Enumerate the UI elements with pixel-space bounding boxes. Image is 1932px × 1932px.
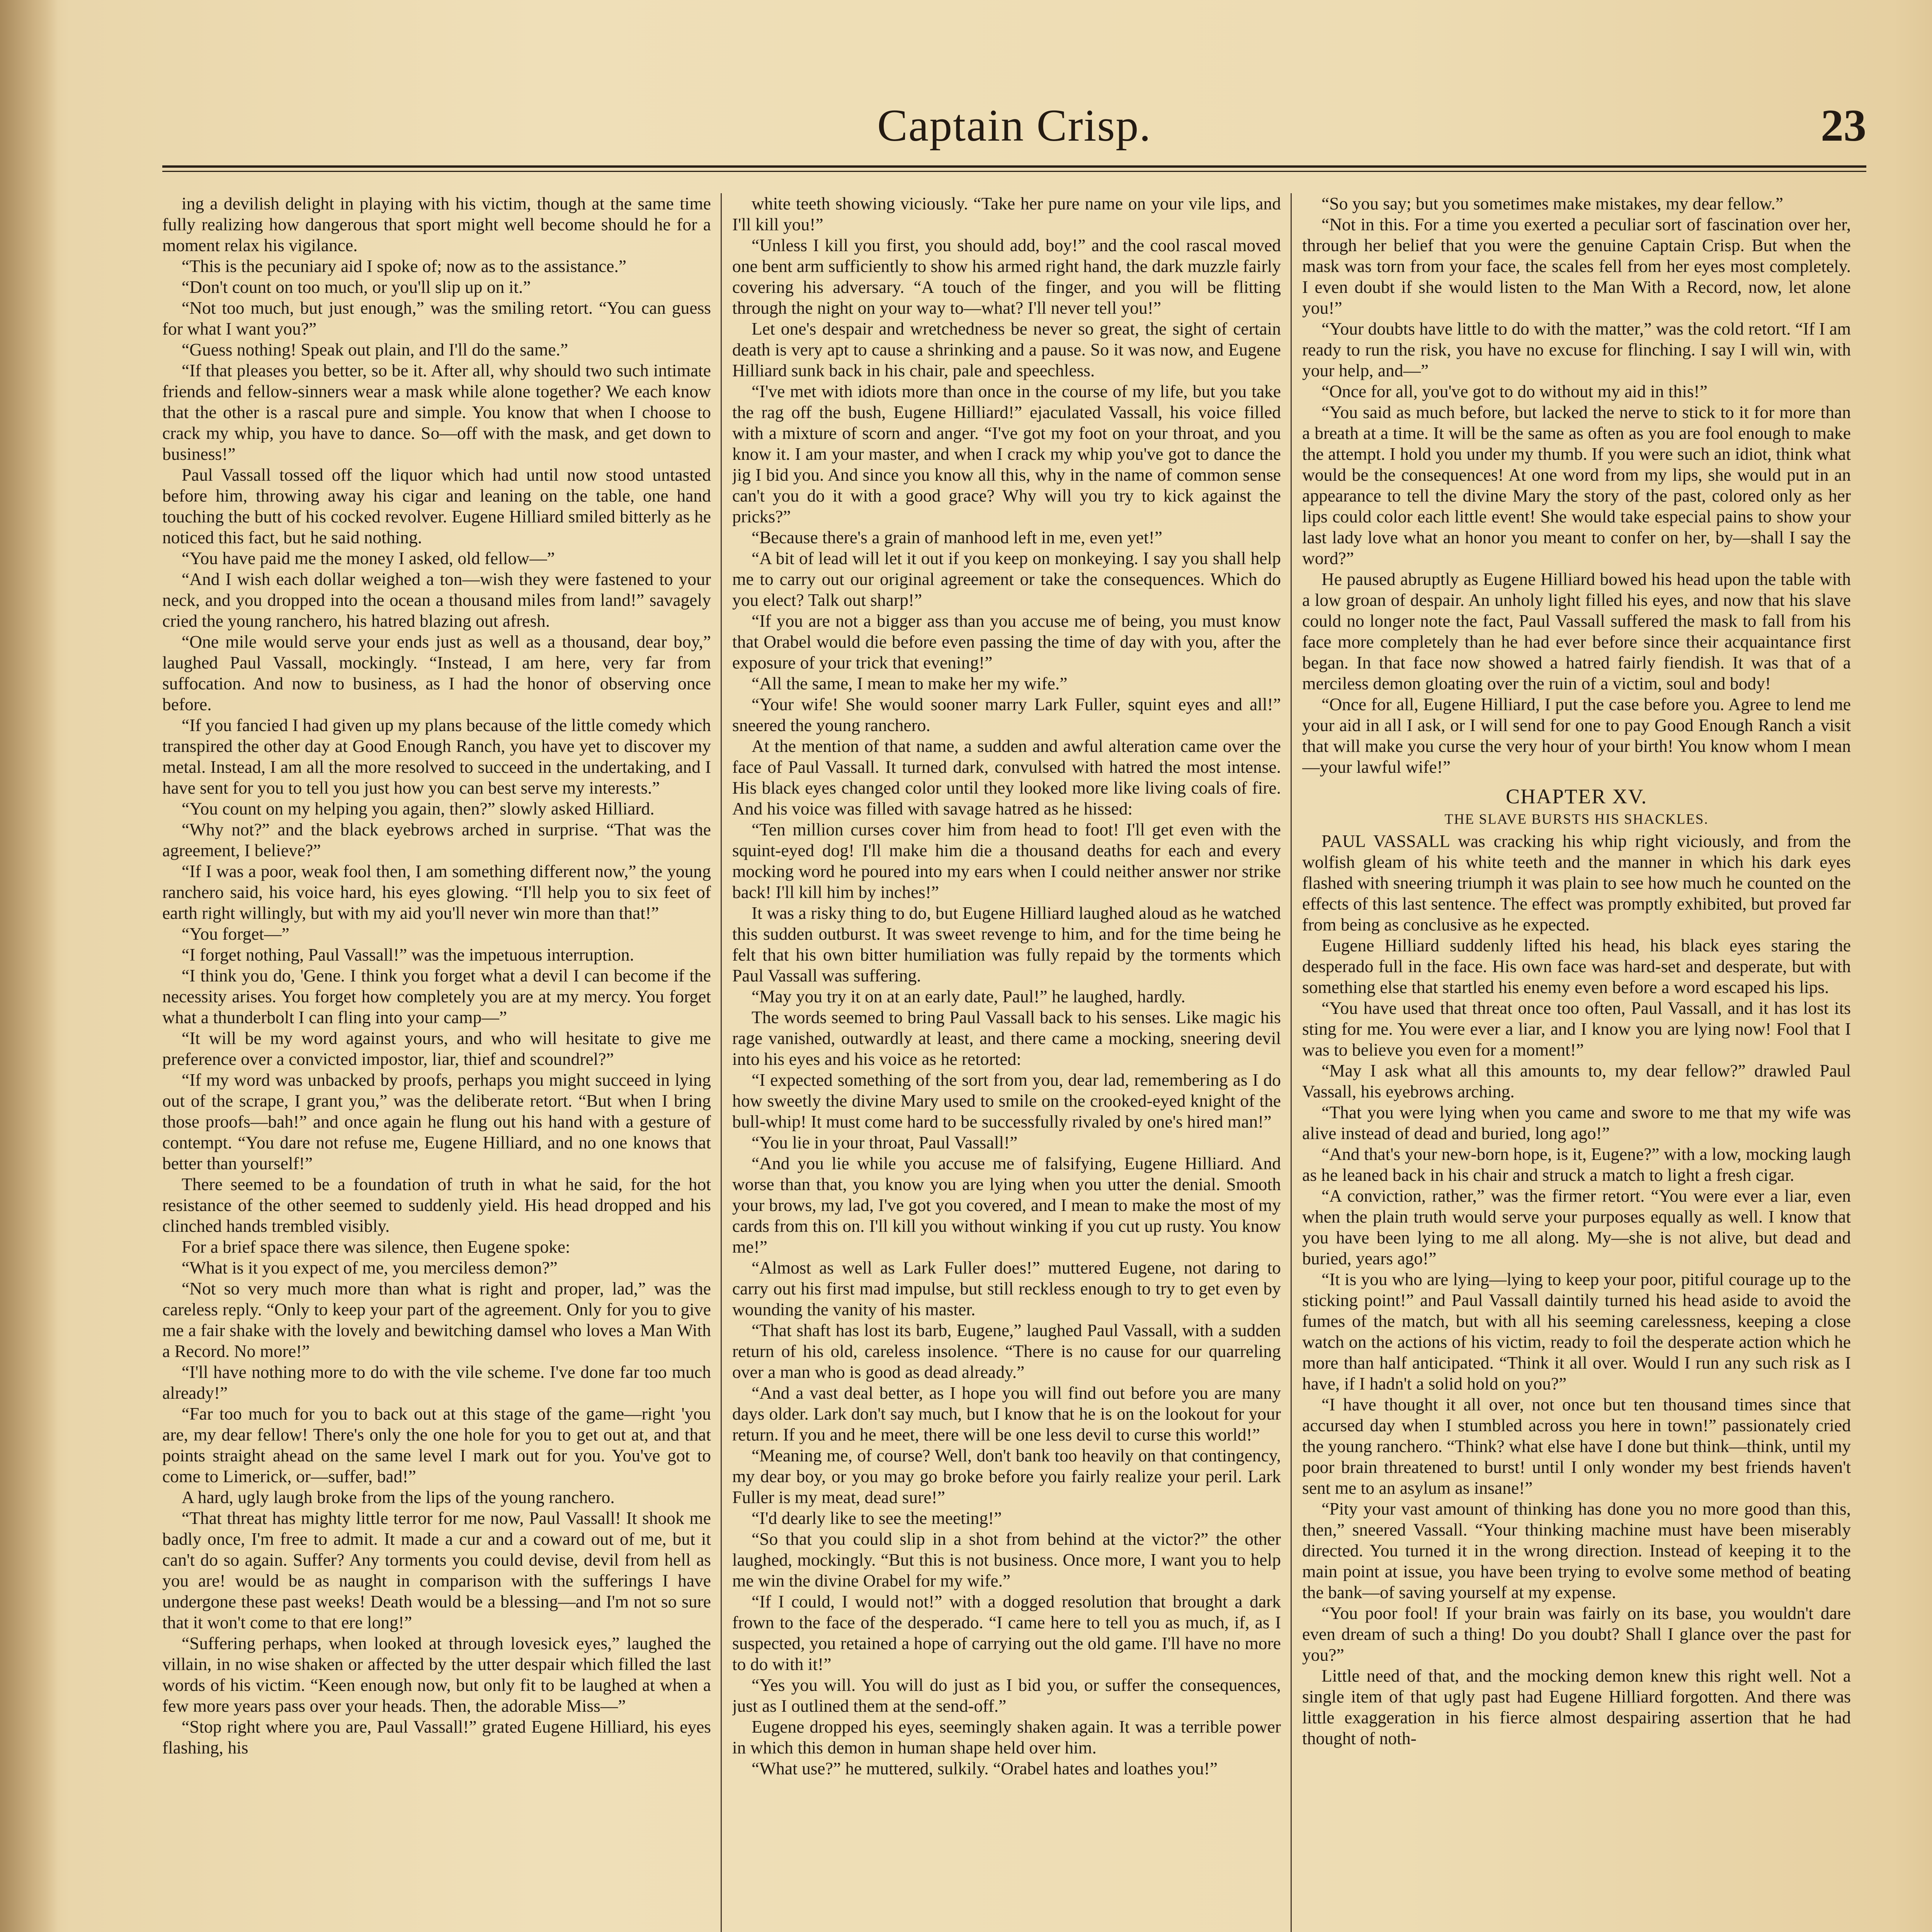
header-rule xyxy=(162,165,1866,172)
column-3-text-after-chapter xyxy=(1302,831,1851,1749)
column-3-text-before-chapter xyxy=(1302,193,1851,777)
paragraph: “If you are not a bigger ass than you accuse me of being, you must know that Orabel would die before even passing the time of day with you, after the exposure of your trick that evening!” xyxy=(732,611,1281,672)
paragraph: “May you try it on at an early date, Paul!” he laughed, hardly. xyxy=(752,986,1185,1006)
paragraph: “I expected something of the sort from you, dear lad, remembering as I do how sweetly the divine Mary used to smile on the crooked-eyed knight of the bull-whip! It must come hard to be successfully rivaled by one's hired man!” xyxy=(732,1070,1281,1131)
paragraph: “Because there's a grain of manhood left in me, even yet!” xyxy=(752,527,1163,547)
paragraph: “If I was a poor, weak fool then, I am something different now,” the young ranchero said, his voice hard, his eyes glowing. “I'll help you to six feet of earth right willingly, but with my aid you'll never win more than that!” xyxy=(162,861,711,923)
paragraph: “Far too much for you to back out at this stage of the game—right 'you are, my dear fellow! There's only the one hole for you to get out at, and that points straight ahead on the same level I mark out for you. You've got to come to Limerick, or—suffer, bad!” xyxy=(162,1404,711,1486)
paragraph: “So that you could slip in a shot from behind at the victor?” the other laughed, mockingly. “But this is not business. Once more, I want you to help me win the divine Orabel for my wife.” xyxy=(732,1529,1281,1590)
paragraph: “You said as much before, but lacked the nerve to stick to it for more than a breath at a time. It will be the same as often as you are fool enough to make the attempt. I hold you under my thumb. If you were such an idiot, think what would be the consequences! At one word from my lips, she would put in an appearance to tell the divine Mary the story of the past, colored only as her lips could color each little event! She would take especial pains to show your last lady love what an honor you meant to confer on her, by—shall I say the word?” xyxy=(1302,402,1851,568)
paragraph: “I'd dearly like to see the meeting!” xyxy=(752,1508,1002,1528)
paragraph: “It is you who are lying—lying to keep your poor, pitiful courage up to the sticking point!” and Paul Vassall daintily turned his head aside to avoid the fumes of the match, but with all his seeming carelessness, keeping a close watch on the actions of his victim, ready to foil the desperate action which he more than half anticipated. “Think it all over. Would I run any such risk as I have, if I hadn't a solid hold on you?” xyxy=(1302,1269,1851,1393)
paragraph: “That threat has mighty little terror for me now, Paul Vassall! It shook me badly once, I'm free to admit. It made a cur and a coward out of me, but it can't do so again. Suffer? Any torments you could devise, devil from hell as you are! would be as naught in comparison with the sufferings I have undergone these past weeks! Death would be a blessing—and I'm not so sure that it won't come to that ere long!” xyxy=(162,1508,711,1632)
paragraph: “Not so very much more than what is right and proper, lad,” was the careless reply. “Only to keep your part of the agreement. Only for you to give me a fair shake with the lovely and bewitching damsel who loves a Man With a Record. No more!” xyxy=(162,1279,711,1361)
page-header xyxy=(162,97,1866,162)
paragraph: “Not in this. For a time you exerted a peculiar sort of fascination over her, through her belief that you were the genuine Captain Crisp. But when the mask was torn from your face, the scales fell from her eyes most completely. I even doubt if she would listen to the Man With a Record, now, let alone you!” xyxy=(1302,214,1851,318)
paragraph: “I'll have nothing more to do with the vile scheme. I've done far too much already!” xyxy=(162,1362,711,1403)
paragraph: The words seemed to bring Paul Vassall back to his senses. Like magic his rage vanished, outwardly at least, and there came a mocking, sneering devil into his eyes and his voice as he retorted: xyxy=(732,1007,1281,1069)
paragraph: A hard, ugly laugh broke from the lips of the young ranchero. xyxy=(182,1487,615,1507)
paragraph: It was a risky thing to do, but Eugene Hilliard laughed aloud as he watched this sudden outburst. It was sweet revenge to him, and for the time being he felt that his own bitter humiliation was fully repaid by the torments which Paul Vassall was suffering. xyxy=(732,903,1281,985)
paragraph: “You have paid me the money I asked, old fellow—” xyxy=(182,548,555,568)
paragraph: Eugene Hilliard suddenly lifted his head, his black eyes staring the desperado full in the face. His own face was hard-set and desperate, but with something else that startled his enemy even before a word escaped his lips. xyxy=(1302,935,1851,997)
running-title: Captain Crisp. xyxy=(877,100,1151,151)
paragraph: “I forget nothing, Paul Vassall!” was the impetuous interruption. xyxy=(182,945,634,964)
paragraph: “Your doubts have little to do with the matter,” was the cold retort. “If I am ready to run the risk, you have no excuse for flinching. I say I will win, with your help, and—” xyxy=(1302,319,1851,380)
paragraph: “What is it you expect of me, you merciless demon?” xyxy=(182,1258,558,1277)
paragraph: “Guess nothing! Speak out plain, and I'll do the same.” xyxy=(182,340,568,359)
text-column-2 xyxy=(732,193,1281,1932)
paragraph: “And I wish each dollar weighed a ton—wish they were fastened to your neck, and you dropped into the ocean a thousand miles from land!” savagely cried the young ranchero, his hatred blazing out afresh. xyxy=(162,569,711,631)
paragraph: PAUL VASSALL was cracking his whip right viciously, and from the wolfish gleam of his white teeth and the manner in which his dark eyes flashed with sneering triumph it was plain to see how much he counted on the effects of this last sentence. The effect was promptly exhibited, but proved far from being as conclusive as he expected. xyxy=(1302,831,1851,934)
paragraph: “You lie in your throat, Paul Vassall!” xyxy=(752,1133,1018,1152)
paragraph: “Once for all, you've got to do without my aid in this!” xyxy=(1321,381,1708,401)
paragraph: There seemed to be a foundation of truth in what he said, for the hot resistance of the other seemed to suddenly yield. His head dropped and his clinched hands trembled visibly. xyxy=(162,1174,711,1236)
paragraph: “If my word was unbacked by proofs, perhaps you might succeed in lying out of the scrape, I grant you,” was the deliberate retort. “But when I bring those proofs—bah!” and once again he flung out his hand with a gesture of contempt. “You dare not refuse me, Eugene Hilliard, and no one knows that better than yourself!” xyxy=(162,1070,711,1173)
paragraph: For a brief space there was silence, then Eugene spoke: xyxy=(182,1237,570,1257)
paragraph: “You forget—” xyxy=(182,924,289,944)
paragraph: Paul Vassall tossed off the liquor which had until now stood untasted before him, throwing away his cigar and leaning on the table, one hand touching the butt of his cocked revolver. Eugene Hilliard smiled bitterly as he noticed this fact, but he said nothing. xyxy=(162,465,711,547)
paragraph: “Ten million curses cover him from head to foot! I'll get even with the squint-eyed dog! I'll make him die a thousand deaths for each and every mocking word he poured into my ears when I could neither answer nor strike back! I'll kill him by inches!” xyxy=(732,820,1281,902)
paragraph: “That you were lying when you came and swore to me that my wife was alive instead of dead and buried, long ago!” xyxy=(1302,1102,1851,1143)
paragraph: “What use?” he muttered, sulkily. “Orabel hates and loathes you!” xyxy=(752,1759,1218,1778)
paragraph: “Your wife! She would sooner marry Lark Fuller, squint eyes and all!” sneered the young ranchero. xyxy=(732,694,1281,735)
paragraph: “And you lie while you accuse me of falsifying, Eugene Hilliard. And worse than that, you know you are lying when you utter the denial. Smooth your brows, my lad, I've got you covered, and I mean to make the most of my cards from this on. I'll kill you without winking if you cut up rusty. You know me!” xyxy=(732,1153,1281,1257)
paragraph: “It will be my word against yours, and who will hesitate to give me preference over a convicted impostor, liar, thief and scoundrel?” xyxy=(162,1028,711,1069)
paragraph: “Meaning me, of course? Well, don't bank too heavily on that contingency, my dear boy, or you may go broke before you fairly realize your peril. Lark Fuller is my meat, dead sure!” xyxy=(732,1446,1281,1507)
paragraph: “So you say; but you sometimes make mistakes, my dear fellow.” xyxy=(1321,194,1783,213)
paragraph: At the mention of that name, a sudden and awful alteration came over the face of Paul Vassall. It turned dark, convulsed with hatred the most intense. His black eyes changed color until they looked more like living coals of fire. And his voice was filled with savage hatred as he hissed: xyxy=(732,736,1281,818)
chapter-heading: CHAPTER XV. xyxy=(1505,785,1648,808)
paragraph: white teeth showing viciously. “Take her pure name on your vile lips, and I'll kill you!” xyxy=(732,194,1281,234)
paragraph: Little need of that, and the mocking demon knew this right well. Not a single item of that ugly past had Eugene Hilliard forgotten. And there was little exaggeration in his fierce almost despairing assertion that he had thought of noth- xyxy=(1302,1666,1851,1748)
paragraph: “You count on my helping you again, then?” slowly asked Hilliard. xyxy=(182,799,655,818)
text-column-1 xyxy=(162,193,711,1932)
text-column-3 xyxy=(1302,193,1851,1932)
paragraph: “You poor fool! If your brain was fairly on its base, you wouldn't dare even dream of such a thing! Do you doubt? Shall I glance over the past for you?” xyxy=(1302,1603,1851,1665)
paragraph: He paused abruptly as Eugene Hilliard bowed his head upon the table with a low groan of despair. An unholy light filled his eyes, and now that his slave could no longer note the fact, Paul Vassall suffered the mask to fall from his face more completely than he had ever before since their acquaintance first began. In that face now showed a hatred fairly fiendish. It was that of a merciless demon gloating over the ruin of a victim, soul and body! xyxy=(1302,569,1851,693)
paragraph: “A bit of lead will let it out if you keep on monkeying. I say you shall help me to carry out our original agreement or take the consequences. Which do you elect? Talk out sharp!” xyxy=(732,548,1281,610)
paragraph: “This is the pecuniary aid I spoke of; now as to the assistance.” xyxy=(182,256,627,276)
paragraph: “I have thought it all over, not once but ten thousand times since that accursed day when I stumbled across you here in town!” passionately cried the young ranchero. “Think? what else have I done but think—think, until my poor brain threatened to burst! until I only wonder my best friends haven't sent me to an asylum as insane!” xyxy=(1302,1395,1851,1498)
paragraph: “If you fancied I had given up my plans because of the little comedy which transpired the other day at Good Enough Ranch, you have yet to discover my metal. Instead, I am all the more resolved to succeed in the undertaking, and I have sent for you to tell you just how you can best serve my interests.” xyxy=(162,715,711,798)
column-separator xyxy=(721,193,722,1932)
paragraph: “Unless I kill you first, you should add, boy!” and the cool rascal moved one bent arm sufficiently to show his armed right hand, the dark muzzle fairly covering his adversary. “A touch of the finger, and you will be flitting through the night on your way to—what? I'll never tell you!” xyxy=(732,235,1281,318)
paragraph: “If that pleases you better, so be it. After all, why should two such intimate friends and fellow-sinners wear a mask while alone together? We each know that the other is a rascal pure and simple. You know that when I choose to crack my whip, you have to dance. So—off with the mask, and get down to business!” xyxy=(162,361,711,464)
paragraph: “And a vast deal better, as I hope you will find out before you are many days older. Lark don't say much, but I know that he is on the lookout for your return. If you and he meet, there will be one less devil to curse this world!” xyxy=(732,1383,1281,1444)
paragraph: “All the same, I mean to make her my wife.” xyxy=(752,673,1068,693)
paragraph: “Not too much, but just enough,” was the smiling retort. “You can guess for what I want you?” xyxy=(162,298,711,338)
paragraph: “Suffering perhaps, when looked at through lovesick eyes,” laughed the villain, in no wise shaken or affected by the utter despair which filled the last words of his victim. “Keen enough now, but only fit to be laughed at when a few more years pass over your heads. Then, the adorable Miss—” xyxy=(162,1633,711,1716)
paragraph: Eugene dropped his eyes, seemingly shaken again. It was a terrible power in which this demon in human shape held over him. xyxy=(732,1717,1281,1757)
paragraph: “May I ask what all this amounts to, my dear fellow?” drawled Paul Vassall, his eyebrows arching. xyxy=(1302,1061,1851,1101)
paragraph: “If I could, I would not!” with a dogged resolution that brought a dark frown to the face of the desperado. “I came here to tell you as much, if, as I suspected, you retained a hope of carrying out the old game. I'll have no more to do with it!” xyxy=(732,1592,1281,1674)
paragraph: Let one's despair and wretchedness be never so great, the sight of certain death is very apt to cause a shrinking and a pause. So it was now, and Eugene Hilliard sunk back in his chair, pale and speechless. xyxy=(732,319,1281,380)
paragraph: “Why not?” and the black eyebrows arched in surprise. “That was the agreement, I believe?” xyxy=(162,820,711,860)
paragraph: “I think you do, 'Gene. I think you forget what a devil I can become if the necessity arises. You forget how completely you are at my mercy. You forget what a thunderbolt I can fling into your camp—” xyxy=(162,966,711,1027)
paragraph: “One mile would serve your ends just as well as a thousand, dear boy,” laughed Paul Vassall, mockingly. “Instead, I am here, very far from suffocation. And now to business, as I had the honor of observing once before. xyxy=(162,632,711,714)
page-number: 23 xyxy=(1821,100,1866,151)
binding-gutter xyxy=(0,0,58,1932)
paragraph: “Pity your vast amount of thinking has done you no more good than this, then,” sneered Vassall. “Your thinking machine must have been miserably directed. You turned it in the wrong direction. Instead of keeping it to the main point at issue, you have been trying to evolve some method of beating the bank—of saving yourself at my expense. xyxy=(1302,1499,1851,1602)
paragraph: “Almost as well as Lark Fuller does!” muttered Eugene, not daring to carry out his first mad impulse, but still reckless enough to try to get even by wounding the vanity of his master. xyxy=(732,1258,1281,1319)
paragraph: “Don't count on too much, or you'll slip up on it.” xyxy=(182,277,531,297)
paragraph: “And that's your new-born hope, is it, Eugene?” with a low, mocking laugh as he leaned back in his chair and struck a match to light a fresh cigar. xyxy=(1302,1144,1851,1185)
paragraph: “Stop right where you are, Paul Vassall!” grated Eugene Hilliard, his eyes flashing, his xyxy=(162,1717,711,1757)
paragraph: “A conviction, rather,” was the firmer retort. “You were ever a liar, even when the plain truth would serve your purposes equally as well. I know that you have been lying to me all along. My—she is not alive, but dead and buried, years ago!” xyxy=(1302,1186,1851,1268)
paragraph: ing a devilish delight in playing with his victim, though at the same time fully realizing how dangerous that sport might well become should he for a moment relax his vigilance. xyxy=(162,194,711,255)
paragraph: “That shaft has lost its barb, Eugene,” laughed Paul Vassall, with a sudden return of his old, careless insolence. “There is no cause for our quarreling over a man who is good as dead already.” xyxy=(732,1320,1281,1382)
paragraph: “I've met with idiots more than once in the course of my life, but you take the rag off the bush, Eugene Hilliard!” ejaculated Vassall, his voice filled with a mixture of scorn and anger. “I've got my foot on your throat, and you know it. I am your master, and when I crack my whip you've got to dance the jig I bid you. And since you know all this, why in the name of common sense can't you do it with a good grace? Why will you try to kick against the pricks?” xyxy=(732,381,1281,526)
paragraph: “You have used that threat once too often, Paul Vassall, and it has lost its sting for me. You were ever a liar, and I know you are lying now! Fool that I was to believe you even for a moment!” xyxy=(1302,998,1851,1060)
paragraph: “Yes you will. You will do just as I bid you, or suffer the consequences, just as I outlined them at the send-off.” xyxy=(732,1675,1281,1716)
column-separator xyxy=(1291,193,1292,1932)
paragraph: “Once for all, Eugene Hilliard, I put the case before you. Agree to lend me your aid in all I ask, or I will send for one to pay Good Enough Ranch a visit that will make you curse the very hour of your birth! You know whom I mean—your lawful wife!” xyxy=(1302,694,1851,777)
chapter-subtitle: THE SLAVE BURSTS HIS SHACKLES. xyxy=(1444,811,1709,827)
